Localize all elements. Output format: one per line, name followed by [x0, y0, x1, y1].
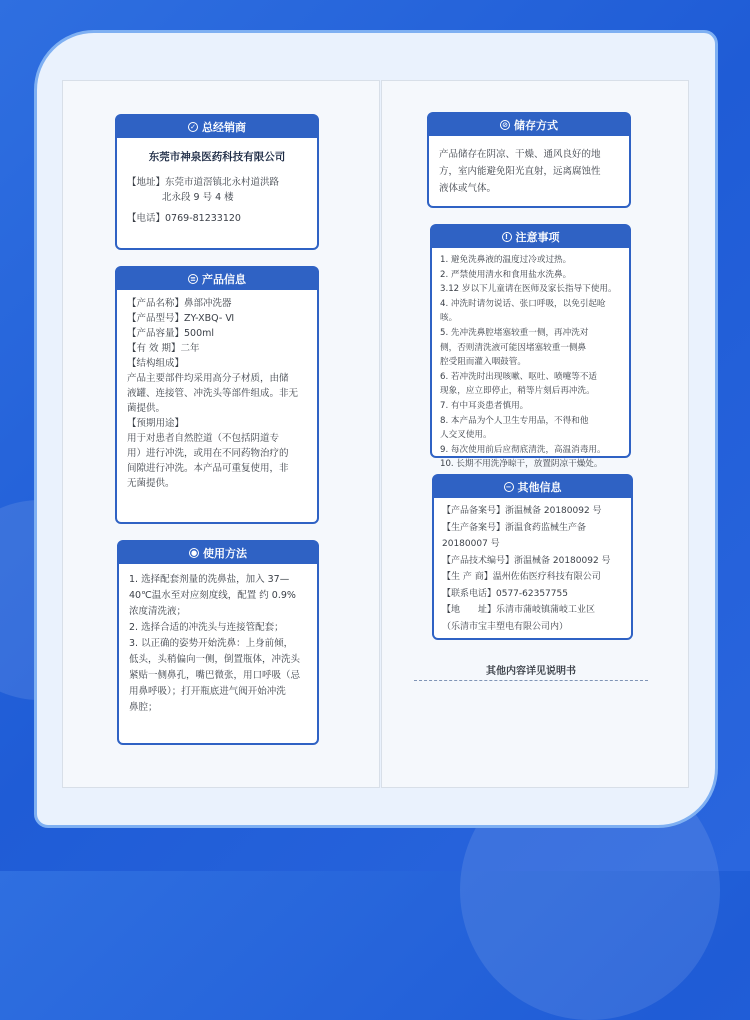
product-info-line: 【产品名称】鼻部冲洗器	[127, 298, 232, 309]
storage-title: 储存方式	[514, 119, 558, 132]
product-info-line: 用）进行冲洗，或用在不同药物治疗的	[127, 448, 289, 459]
product-info-line: 间隙进行冲洗。本产品可重复使用，非	[127, 463, 289, 474]
precautions-line: 8. 本产品为个人卫生专用品，不得和他	[440, 415, 589, 426]
precautions-header	[432, 226, 629, 248]
footer-divider	[414, 680, 648, 681]
precautions-line: 人交叉使用。	[440, 430, 492, 441]
usage-line: 用鼻呼吸）；打开瓶底进气阀开始冲洗	[129, 686, 286, 697]
distributor-header	[117, 116, 317, 138]
usage-line: 1. 选择配套剂量的洗鼻盐，加入 37—	[129, 574, 290, 585]
other-info-line: 【生 产 商】温州佐佑医疗科技有限公司	[442, 572, 601, 582]
precautions-line: 3.12 岁以下儿童请在医师及家长指导下使用。	[440, 284, 617, 295]
address-line1: 东莞市道滘镇北永村道洪路	[165, 177, 280, 188]
other-info-line: 【地 址】乐清市蒲岐镇蒲岐工业区	[442, 605, 596, 615]
storage-panel	[427, 112, 631, 208]
usage-header	[119, 542, 317, 564]
storage-header	[429, 114, 629, 136]
product-info-line: 产品主要部件均采用高分子材质，由储	[127, 373, 289, 384]
other-info-line: 【产品备案号】浙温械备 20180092 号	[442, 506, 602, 516]
usage-panel	[117, 540, 319, 745]
storage-line: 产品储存在阴凉、干燥、通风良好的地	[439, 149, 601, 160]
product-info-line: 菌提供。	[127, 403, 166, 414]
precautions-line: 1. 避免洗鼻液的温度过冷或过热。	[440, 255, 572, 265]
distributor-title: 总经销商	[202, 121, 246, 134]
shield-check-icon: ✓	[188, 122, 198, 132]
product-info-line: 液罐、连接管、冲洗头等部件组成。非无	[127, 388, 299, 399]
precautions-line: 腔受阻而灌入咽鼓管。	[440, 357, 526, 368]
product-info-line: 【预期用途】	[127, 418, 185, 429]
distributor-panel	[115, 114, 319, 250]
precautions-line: 4. 冲洗时请勿说话、张口呼吸，以免引起呛咳。	[440, 298, 606, 324]
lightbulb-icon: ●	[190, 548, 198, 557]
other-info-body	[434, 498, 631, 640]
usage-line: 3. 以正确的姿势开始洗鼻：上身前倾，	[129, 638, 294, 649]
precautions-panel	[430, 224, 631, 470]
other-info-line: （乐清市宝丰塑电有限公司内）	[442, 621, 569, 632]
usage-line: 低头，头稍偏向一侧，倒置瓶体，冲洗头	[129, 654, 301, 665]
product-info-title: 产品信息	[202, 273, 246, 286]
footer-note: 其他内容详见说明书	[486, 666, 576, 677]
usage-line: 2. 选择合适的冲洗头与连接管配套；	[129, 622, 284, 633]
storage-line: 方，室内能避免阳光直射，远离腐蚀性	[439, 166, 601, 177]
precautions-line: 9. 每次使用前后应彻底清洗，高温消毒用。	[440, 444, 606, 455]
usage-line: 鼻腔；	[129, 702, 158, 713]
other-info-line: 20180007 号	[442, 539, 500, 549]
address-label: 【地址】	[127, 177, 166, 188]
product-info-header	[117, 268, 317, 290]
other-info-line: 【联系电话】0577-62357755	[442, 588, 568, 599]
precautions-body	[432, 248, 629, 477]
product-info-line: 【结构组成】	[127, 358, 185, 369]
product-info-panel	[115, 266, 319, 524]
address-line2: 北永段 9 号 4 楼	[162, 192, 234, 203]
precautions-line: 7. 有中耳炎患者慎用。	[440, 400, 529, 411]
usage-line: 紧贴一侧鼻孔，嘴巴微张，用口呼吸（忌	[129, 670, 301, 681]
product-info-line: 【产品容量】500ml	[127, 328, 215, 339]
product-info-line: 【有 效 期】二年	[127, 343, 200, 354]
company-name: 东莞市神泉医药科技有限公司	[148, 151, 286, 163]
precautions-line: 6. 若冲洗时出现咳嗽、呕吐、喷嚏等不适	[440, 371, 598, 382]
address-row	[127, 175, 307, 190]
prohibited-icon: ⊘	[500, 120, 510, 130]
other-info-header	[434, 476, 631, 498]
storage-body	[429, 136, 629, 203]
precautions-line: 2. 严禁使用清水和食用盐水洗鼻。	[440, 269, 572, 280]
usage-line: 40℃温水至对应刻度线，配置 约 0.9%	[129, 590, 296, 601]
precautions-title: 注意事项	[515, 231, 560, 244]
other-info-title: 其他信息	[517, 481, 562, 494]
phone-value: 0769-81233120	[165, 213, 241, 224]
storage-line: 液体或气体。	[439, 183, 497, 194]
precautions-line: 现象，应立即停止，稍等片刻后再冲洗。	[440, 386, 595, 397]
product-info-line: 【产品型号】ZY-XBQ- Ⅵ	[127, 313, 235, 324]
precautions-line: 侧，否则清洗液可能因堵塞较重一侧鼻	[440, 342, 587, 353]
usage-title: 使用方法	[203, 547, 247, 560]
precautions-line: 10. 长期不用洗净晾干，放置阴凉干燥处。	[440, 459, 603, 470]
precautions-line: 5. 先冲洗鼻腔堵塞较重一侧，再冲洗对	[440, 327, 589, 338]
list-icon: ≡	[188, 274, 198, 284]
other-info-line: 【生产备案号】浙温食药监械生产备	[442, 522, 587, 533]
product-info-body	[117, 290, 317, 497]
usage-body	[119, 564, 317, 722]
phone-row	[127, 211, 307, 226]
other-info-panel	[432, 474, 633, 640]
usage-line: 浓度清洗液；	[129, 606, 187, 617]
phone-label: 【电话】	[127, 213, 166, 224]
product-info-line: 无菌提供。	[127, 478, 175, 489]
other-info-line: 【产品技术编号】浙温械备 20180092 号	[442, 555, 611, 566]
product-info-line: 用于对患者自然腔道（不包括阴道专	[127, 433, 280, 444]
minus-icon: −	[504, 482, 514, 492]
exclamation-icon: !	[502, 232, 512, 242]
